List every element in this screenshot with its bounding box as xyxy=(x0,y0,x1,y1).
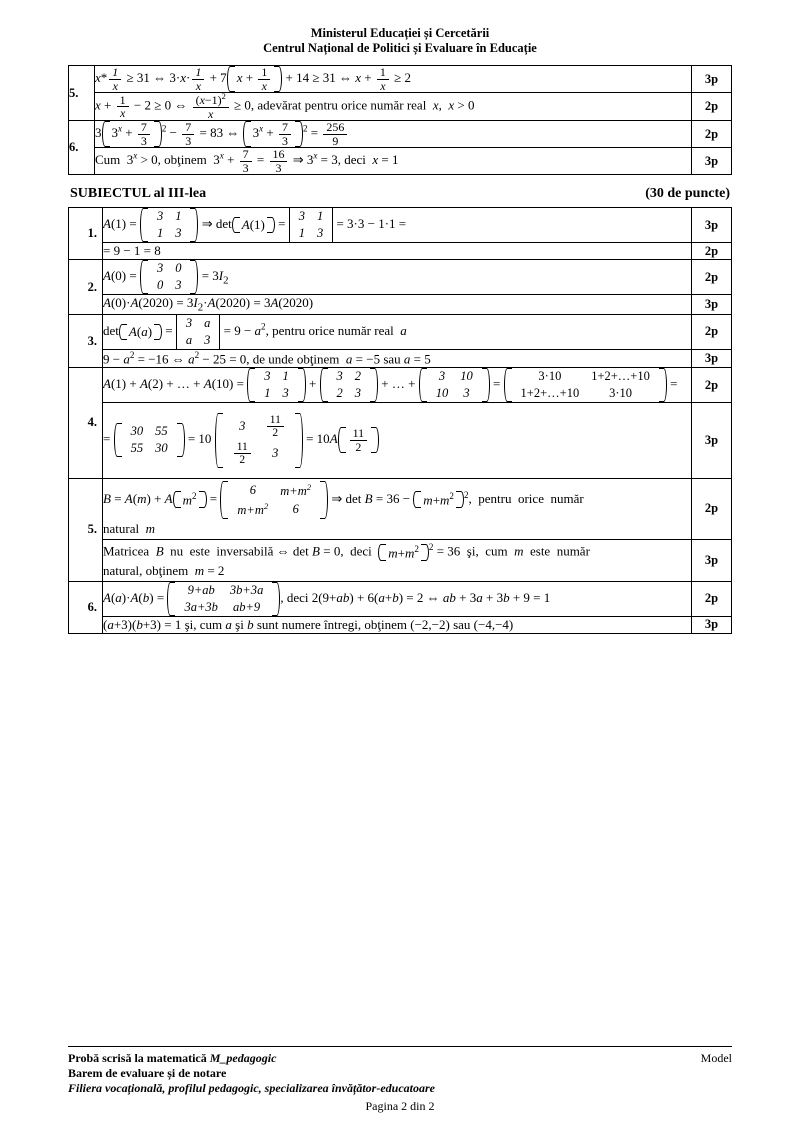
points-cell: 2p xyxy=(692,121,732,148)
footer-line-2: Barem de evaluare și de notare xyxy=(68,1066,227,1080)
table-row xyxy=(69,66,732,93)
solution-cell: (a+3)(b+3) = 1 şi, cum a şi b sunt numere întregi, obţinem (−2,−2) sau (−4,−4) xyxy=(103,616,692,633)
footer-page-number: Pagina 2 din 2 xyxy=(365,1099,435,1113)
points-cell: 2p xyxy=(692,314,732,349)
item-number: 4. xyxy=(69,368,103,478)
points-cell: 3p xyxy=(692,208,732,243)
table-row xyxy=(69,121,732,148)
item-number: 5. xyxy=(69,66,95,121)
solution-cell: x + $\frac{1}{x}$ − 2 ≥ 0 ⇔ $\frac{(x-1)^2}{x}$ ≥ 0, adevărat pentru orice număr real x, x > 0 xyxy=(95,93,692,121)
header-line-1: Ministerul Educației și Cercetării xyxy=(310,26,490,40)
table-row xyxy=(69,368,732,403)
points-cell: 2p xyxy=(692,581,732,616)
points-cell: 3p xyxy=(692,616,732,633)
item-number: 6. xyxy=(69,121,95,175)
subject-title: SUBIECTUL al III-lea xyxy=(70,186,207,202)
table-row xyxy=(69,539,732,581)
table-row xyxy=(69,93,732,121)
table-row xyxy=(69,314,732,349)
solution-cell: A(0) = 3 0 0 3 = $3I_2$ xyxy=(103,260,692,295)
solution-cell: det A(a) = 3 a a 3 = $9 - a^2$, pentru orice număr real a xyxy=(103,314,692,349)
solution-cell: A(a)·A(b) = 9+ab 3b+3a 3a+3b ab+9 , deci 2(9+ab) + 6(a+b) = 2 ⇔ ab + 3a + 3b + 9 = 1 xyxy=(103,581,692,616)
table-row xyxy=(69,349,732,367)
solution-cell: Matricea B nu este inversabilă ⇔ det B = 0, deci $m+m^2$ $^2$ = 36 şi, cum m este număr natural, obţinem m = 2 xyxy=(103,539,692,581)
solution-cell: Cum $3^x > 0$, obţinem $3^x$ + $\frac{7}{3}$ = $\frac{16}{3}$ ⇒ $3^x = 3$, deci x = 1 xyxy=(95,148,692,175)
points-cell: 2p xyxy=(692,368,732,403)
table-row xyxy=(69,295,732,315)
solution-cell: = 30 55 55 30 = 10 3 $\frac{11}{2}$ $\frac{11}{2}$ 3 = 10A $\frac{11}{2}$ xyxy=(103,403,692,478)
item-number: 5. xyxy=(69,478,103,581)
solution-cell: x* $\frac{1}{x}$ ≥ 31 ⇔ 3·x· $\frac{1}{x}$ + 7 x + $\frac{1}{x}$ + 14 ≥ 31 ⇔ x + $\frac{1}{x}$ ≥ 2 xyxy=(95,66,692,93)
document-header xyxy=(68,26,732,56)
table-row xyxy=(69,581,732,616)
points-cell: 2p xyxy=(692,93,732,121)
footer-exam-subject: M_pedagogic xyxy=(209,1051,277,1065)
table-subject-three xyxy=(68,207,732,633)
table-subject-two-continued xyxy=(68,65,732,175)
solution-cell: A(1) = 3 1 1 3 ⇒ det A(1) = 3 1 1 3 = 3·3 − 1·1 = xyxy=(103,208,692,243)
item-number: 1. xyxy=(69,208,103,260)
document-footer xyxy=(68,1046,732,1114)
solution-cell: $A(0)\cdot A(2020) = 3I_2\cdot A(2020) = 3A(2020)$ xyxy=(103,295,692,315)
footer-exam-label: Probă scrisă la matematică xyxy=(68,1051,210,1065)
points-cell: 3p xyxy=(692,403,732,478)
table-row xyxy=(69,148,732,175)
points-cell: 3p xyxy=(692,539,732,581)
footer-line-1 xyxy=(68,1051,435,1066)
points-cell: 3p xyxy=(692,349,732,367)
table-row xyxy=(69,478,732,539)
points-cell: 3p xyxy=(692,295,732,315)
header-line-2: Centrul Național de Politici și Evaluare în Educație xyxy=(263,41,537,55)
footer-line-3: Filiera vocațională, profilul pedagogic, specializarea învățător-educatoare xyxy=(68,1081,435,1095)
table-row xyxy=(69,403,732,478)
subject-points: (30 de puncte) xyxy=(645,186,730,202)
solution-cell: 3 $3^x$ + $\frac{7}{3}$ $^2$ − $\frac{7}{3}$ = 83 ⇔ $3^x$ + $\frac{7}{3}$ $^2$ = $\frac{256}{9}$ xyxy=(95,121,692,148)
footer-divider xyxy=(68,1046,732,1047)
table-row xyxy=(69,260,732,295)
table-row xyxy=(69,616,732,633)
solution-cell: A(1) + A(2) + … + A(10) = 3 1 1 3 + 3 2 2 3 + … + 3 10 10 3 = 3·10 1+2+…+10 1+2+…+10 3·10 = xyxy=(103,368,692,403)
item-number: 2. xyxy=(69,260,103,315)
points-cell: 2p xyxy=(692,478,732,539)
item-number: 6. xyxy=(69,581,103,633)
subject-three-heading xyxy=(68,186,732,202)
solution-cell: $9 - a^2 = -16$ ⇔ $a^2 - 25 = 0$, de unde obţinem a = −5 sau a = 5 xyxy=(103,349,692,367)
points-cell: 2p xyxy=(692,243,732,260)
table-row xyxy=(69,208,732,243)
item-number: 3. xyxy=(69,314,103,367)
points-cell: 2p xyxy=(692,260,732,295)
table-row xyxy=(69,243,732,260)
points-cell: 3p xyxy=(692,148,732,175)
points-cell: 3p xyxy=(692,66,732,93)
solution-cell: B = A(m) + A $m^2$ = 6 $m+m^2$ $m+m^2$ 6 ⇒ det B = 36 − $m+m^2$ $^2$, pentru orice număr natural m xyxy=(103,478,692,539)
solution-cell: = 9 − 1 = 8 xyxy=(103,243,692,260)
footer-model-label: Model xyxy=(700,1051,732,1065)
